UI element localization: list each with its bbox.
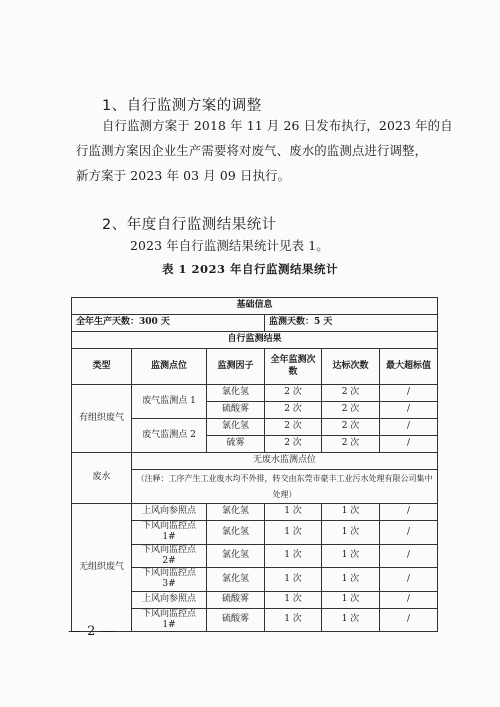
table-row [72, 385, 438, 402]
wastewater-no-point: 无废水监测点位 [132, 453, 438, 470]
table-row [72, 298, 438, 315]
compliant-cell: 1 次 [322, 544, 380, 568]
factor-cell: 氯化氢 [207, 544, 265, 568]
point-name: 上风向参照点 [132, 504, 207, 521]
wastewater-note: （注释：工序产生工业废水均不外排，转交由东莞市豪丰工业污水处理有限公司集中处理） [132, 470, 438, 504]
col-header-compliant: 达标次数 [322, 349, 380, 385]
monitoring-results-table [71, 297, 438, 632]
section-2-heading: 2、年度自行监测结果统计 [102, 217, 277, 233]
point-name: 上风向参照点 [132, 591, 207, 608]
factor-cell: 氯化氢 [207, 521, 265, 545]
max-cell: / [380, 402, 438, 419]
max-cell: / [380, 504, 438, 521]
results-header: 自行监测结果 [72, 332, 438, 349]
count-cell: 1 次 [265, 521, 322, 545]
table-row [72, 315, 438, 332]
table-row [72, 453, 438, 470]
count-cell: 2 次 [265, 385, 322, 402]
max-cell: / [380, 385, 438, 402]
compliant-cell: 1 次 [322, 568, 380, 592]
max-cell: / [380, 608, 438, 632]
point-name: 下风向监控点 3# [132, 568, 207, 592]
factor-cell: 硫酸雾 [207, 402, 265, 419]
count-cell: 2 次 [265, 419, 322, 436]
compliant-cell: 2 次 [322, 436, 380, 453]
section-1-line-2: 行监测方案因企业生产需要将对废气、废水的监测点进行调整， [76, 143, 428, 158]
table-row [72, 504, 438, 521]
page-number: — 2 — [68, 624, 116, 639]
max-cell: / [380, 436, 438, 453]
table-header-row [72, 349, 438, 385]
basic-info-header: 基础信息 [72, 298, 438, 315]
max-cell: / [380, 544, 438, 568]
max-cell: / [380, 568, 438, 592]
production-days: 全年生产天数：300 天 [72, 315, 265, 332]
compliant-cell: 2 次 [322, 402, 380, 419]
point-name: 下风向监控点 1# [132, 608, 207, 632]
max-cell: / [380, 521, 438, 545]
max-cell: / [380, 419, 438, 436]
point-name: 下风向监控点 1# [132, 521, 207, 545]
count-cell: 2 次 [265, 436, 322, 453]
factor-cell: 氯化氢 [207, 504, 265, 521]
count-cell: 2 次 [265, 402, 322, 419]
count-cell: 1 次 [265, 608, 322, 632]
col-header-type: 类型 [72, 349, 132, 385]
compliant-cell: 2 次 [322, 385, 380, 402]
point-name: 废气监测点 1 [132, 385, 207, 419]
compliant-cell: 1 次 [322, 591, 380, 608]
compliant-cell: 1 次 [322, 521, 380, 545]
section-2-intro: 2023 年自行监测结果统计见表 1。 [130, 238, 329, 253]
col-header-count: 全年监测次数 [265, 349, 322, 385]
max-cell: / [380, 591, 438, 608]
count-cell: 1 次 [265, 568, 322, 592]
factor-cell: 氯化氢 [207, 385, 265, 402]
section-1-heading: 1、自行监测方案的调整 [102, 98, 262, 114]
type-organized-gas: 有组织废气 [72, 385, 132, 453]
point-name: 下风向监控点 2# [132, 544, 207, 568]
col-header-point: 监测点位 [132, 349, 207, 385]
col-header-factor: 监测因子 [207, 349, 265, 385]
table-caption: 表 1 2023 年自行监测结果统计 [161, 262, 339, 276]
monitoring-days: 监测天数：5 天 [265, 315, 438, 332]
factor-cell: 硫酸雾 [207, 608, 265, 632]
point-name: 废气监测点 2 [132, 419, 207, 453]
type-fugitive-gas: 无组织废气 [72, 504, 132, 632]
count-cell: 1 次 [265, 504, 322, 521]
compliant-cell: 1 次 [322, 608, 380, 632]
table-row [72, 332, 438, 349]
factor-cell: 硫酸雾 [207, 591, 265, 608]
type-wastewater: 废水 [72, 453, 132, 504]
section-1-line-3: 新方案于 2023 年 03 月 09 日执行。 [76, 168, 291, 183]
factor-cell: 氯化氢 [207, 568, 265, 592]
factor-cell: 氯化氢 [207, 419, 265, 436]
compliant-cell: 2 次 [322, 419, 380, 436]
compliant-cell: 1 次 [322, 504, 380, 521]
factor-cell: 硫雾 [207, 436, 265, 453]
col-header-max-exceed: 最大超标值 [380, 349, 438, 385]
count-cell: 1 次 [265, 591, 322, 608]
count-cell: 1 次 [265, 544, 322, 568]
section-1-line-1: 自行监测方案于 2018 年 11 月 26 日发布执行，2023 年的自 [102, 118, 453, 133]
